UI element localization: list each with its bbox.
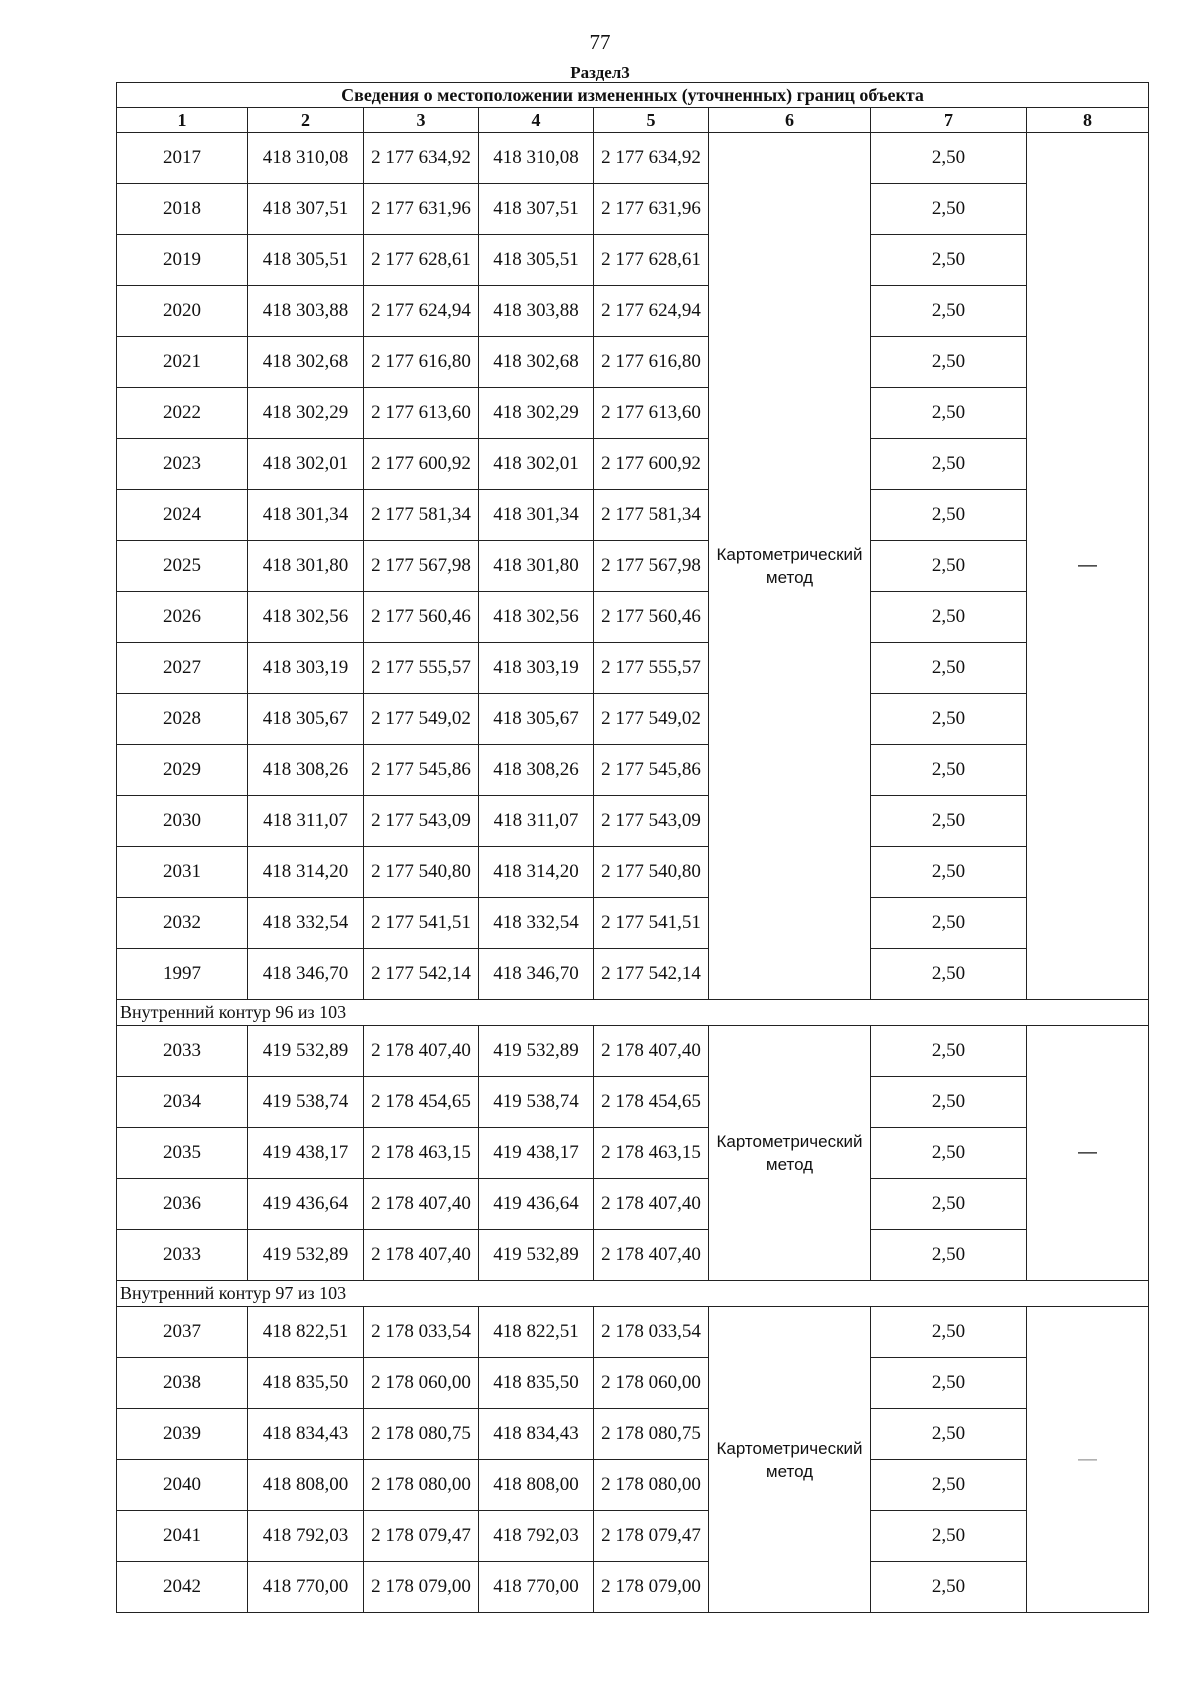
- point-number-cell: 2023: [117, 439, 248, 490]
- y-old-cell: 2 178 080,75: [364, 1409, 479, 1460]
- column-header: 4: [479, 108, 594, 133]
- y-old-cell: 2 177 581,34: [364, 490, 479, 541]
- point-number-cell: 2034: [117, 1077, 248, 1128]
- x-old-cell: 418 332,54: [248, 898, 364, 949]
- y-new-cell: 2 178 060,00: [594, 1358, 709, 1409]
- point-number-cell: 2030: [117, 796, 248, 847]
- x-new-cell: 418 303,88: [479, 286, 594, 337]
- y-new-cell: 2 177 634,92: [594, 133, 709, 184]
- x-old-cell: 418 307,51: [248, 184, 364, 235]
- point-number-cell: 2022: [117, 388, 248, 439]
- section-title: Раздел3: [570, 63, 630, 82]
- method-cell: Картометрический метод: [709, 1307, 871, 1613]
- precision-cell: 2,50: [871, 847, 1027, 898]
- x-old-cell: 418 346,70: [248, 949, 364, 1000]
- precision-cell: 2,50: [871, 949, 1027, 1000]
- table-row: [117, 439, 1149, 490]
- x-old-cell: 418 310,08: [248, 133, 364, 184]
- table-row: [117, 541, 1149, 592]
- x-new-cell: 419 436,64: [479, 1179, 594, 1230]
- x-old-cell: 418 308,26: [248, 745, 364, 796]
- precision-cell: 2,50: [871, 184, 1027, 235]
- x-old-cell: 419 532,89: [248, 1230, 364, 1281]
- x-new-cell: 418 314,20: [479, 847, 594, 898]
- table-row: [117, 745, 1149, 796]
- x-old-cell: 418 305,67: [248, 694, 364, 745]
- y-new-cell: 2 177 631,96: [594, 184, 709, 235]
- table-row: [117, 1179, 1149, 1230]
- note-cell: —: [1027, 1026, 1149, 1281]
- y-old-cell: 2 177 600,92: [364, 439, 479, 490]
- x-old-cell: 418 305,51: [248, 235, 364, 286]
- precision-cell: 2,50: [871, 388, 1027, 439]
- table-row: [117, 235, 1149, 286]
- table-row: [117, 1230, 1149, 1281]
- y-old-cell: 2 178 407,40: [364, 1230, 479, 1281]
- point-number-cell: 2026: [117, 592, 248, 643]
- point-number-cell: 2033: [117, 1230, 248, 1281]
- x-new-cell: 418 792,03: [479, 1511, 594, 1562]
- x-new-cell: 418 834,43: [479, 1409, 594, 1460]
- table-row: [117, 1358, 1149, 1409]
- precision-cell: 2,50: [871, 1128, 1027, 1179]
- x-new-cell: 418 302,01: [479, 439, 594, 490]
- x-old-cell: 418 301,34: [248, 490, 364, 541]
- y-old-cell: 2 177 549,02: [364, 694, 479, 745]
- y-old-cell: 2 177 634,92: [364, 133, 479, 184]
- precision-cell: 2,50: [871, 1409, 1027, 1460]
- y-new-cell: 2 178 033,54: [594, 1307, 709, 1358]
- column-header: 5: [594, 108, 709, 133]
- contour-label: Внутренний контур 97 из 103: [117, 1281, 1149, 1307]
- y-new-cell: 2 177 628,61: [594, 235, 709, 286]
- y-new-cell: 2 177 560,46: [594, 592, 709, 643]
- x-old-cell: 418 303,19: [248, 643, 364, 694]
- x-new-cell: 418 301,80: [479, 541, 594, 592]
- precision-cell: 2,50: [871, 1307, 1027, 1358]
- precision-cell: 2,50: [871, 745, 1027, 796]
- x-new-cell: 418 303,19: [479, 643, 594, 694]
- y-old-cell: 2 178 060,00: [364, 1358, 479, 1409]
- y-old-cell: 2 178 463,15: [364, 1128, 479, 1179]
- precision-cell: 2,50: [871, 541, 1027, 592]
- table-row: [117, 133, 1149, 184]
- x-new-cell: 419 532,89: [479, 1026, 594, 1077]
- y-new-cell: 2 178 407,40: [594, 1026, 709, 1077]
- x-old-cell: 418 835,50: [248, 1358, 364, 1409]
- x-old-cell: 418 808,00: [248, 1460, 364, 1511]
- table-row: [117, 949, 1149, 1000]
- point-number-cell: 2024: [117, 490, 248, 541]
- x-new-cell: 418 302,29: [479, 388, 594, 439]
- precision-cell: 2,50: [871, 337, 1027, 388]
- table-row: [117, 490, 1149, 541]
- y-old-cell: 2 178 454,65: [364, 1077, 479, 1128]
- y-new-cell: 2 178 079,47: [594, 1511, 709, 1562]
- table-row: [117, 1128, 1149, 1179]
- table-row: [117, 898, 1149, 949]
- point-number-cell: 2036: [117, 1179, 248, 1230]
- x-old-cell: 418 302,56: [248, 592, 364, 643]
- table-caption-row: [117, 83, 1149, 108]
- contour-row: [117, 1281, 1149, 1307]
- x-old-cell: 418 301,80: [248, 541, 364, 592]
- table-row: [117, 643, 1149, 694]
- point-number-cell: 2032: [117, 898, 248, 949]
- y-old-cell: 2 177 616,80: [364, 337, 479, 388]
- contour-label: Внутренний контур 96 из 103: [117, 1000, 1149, 1026]
- x-new-cell: 418 302,56: [479, 592, 594, 643]
- precision-cell: 2,50: [871, 1460, 1027, 1511]
- point-number-cell: 2019: [117, 235, 248, 286]
- y-new-cell: 2 177 567,98: [594, 541, 709, 592]
- table-row: [117, 1511, 1149, 1562]
- page-number: 77: [589, 30, 611, 54]
- x-new-cell: 419 438,17: [479, 1128, 594, 1179]
- x-new-cell: 418 346,70: [479, 949, 594, 1000]
- point-number-cell: 2028: [117, 694, 248, 745]
- y-old-cell: 2 178 407,40: [364, 1026, 479, 1077]
- table-row: [117, 796, 1149, 847]
- point-number-cell: 2031: [117, 847, 248, 898]
- precision-cell: 2,50: [871, 235, 1027, 286]
- y-old-cell: 2 177 540,80: [364, 847, 479, 898]
- y-new-cell: 2 178 080,00: [594, 1460, 709, 1511]
- x-old-cell: 418 822,51: [248, 1307, 364, 1358]
- table-row: [117, 1307, 1149, 1358]
- y-old-cell: 2 178 080,00: [364, 1460, 479, 1511]
- y-old-cell: 2 177 624,94: [364, 286, 479, 337]
- x-new-cell: 418 310,08: [479, 133, 594, 184]
- y-new-cell: 2 177 624,94: [594, 286, 709, 337]
- point-number-cell: 1997: [117, 949, 248, 1000]
- point-number-cell: 2038: [117, 1358, 248, 1409]
- x-old-cell: 418 302,68: [248, 337, 364, 388]
- y-new-cell: 2 178 454,65: [594, 1077, 709, 1128]
- y-old-cell: 2 177 555,57: [364, 643, 479, 694]
- precision-cell: 2,50: [871, 286, 1027, 337]
- method-cell: Картометрический метод: [709, 1026, 871, 1281]
- x-new-cell: 418 808,00: [479, 1460, 594, 1511]
- y-old-cell: 2 178 033,54: [364, 1307, 479, 1358]
- y-new-cell: 2 177 549,02: [594, 694, 709, 745]
- x-old-cell: 418 311,07: [248, 796, 364, 847]
- table-row: [117, 286, 1149, 337]
- y-old-cell: 2 177 613,60: [364, 388, 479, 439]
- x-old-cell: 418 792,03: [248, 1511, 364, 1562]
- precision-cell: 2,50: [871, 1230, 1027, 1281]
- point-number-cell: 2020: [117, 286, 248, 337]
- x-new-cell: 418 308,26: [479, 745, 594, 796]
- x-old-cell: 419 436,64: [248, 1179, 364, 1230]
- x-new-cell: 418 305,67: [479, 694, 594, 745]
- table-caption: Сведения о местоположении измененных (уточненных) границ объекта: [117, 83, 1149, 108]
- point-number-cell: 2041: [117, 1511, 248, 1562]
- y-new-cell: 2 177 542,14: [594, 949, 709, 1000]
- y-new-cell: 2 178 407,40: [594, 1179, 709, 1230]
- table-row: [117, 592, 1149, 643]
- table-row: [117, 1077, 1149, 1128]
- y-old-cell: 2 177 542,14: [364, 949, 479, 1000]
- x-old-cell: 418 303,88: [248, 286, 364, 337]
- x-new-cell: 418 301,34: [479, 490, 594, 541]
- column-header: 6: [709, 108, 871, 133]
- y-new-cell: 2 177 555,57: [594, 643, 709, 694]
- y-old-cell: 2 177 545,86: [364, 745, 479, 796]
- precision-cell: 2,50: [871, 490, 1027, 541]
- y-new-cell: 2 177 613,60: [594, 388, 709, 439]
- x-new-cell: 418 305,51: [479, 235, 594, 286]
- table-row: [117, 694, 1149, 745]
- y-new-cell: 2 177 541,51: [594, 898, 709, 949]
- point-number-cell: 2018: [117, 184, 248, 235]
- point-number-cell: 2017: [117, 133, 248, 184]
- point-number-cell: 2035: [117, 1128, 248, 1179]
- column-header: 7: [871, 108, 1027, 133]
- x-new-cell: 418 332,54: [479, 898, 594, 949]
- x-old-cell: 419 438,17: [248, 1128, 364, 1179]
- y-new-cell: 2 177 540,80: [594, 847, 709, 898]
- x-old-cell: 418 302,01: [248, 439, 364, 490]
- x-new-cell: 418 307,51: [479, 184, 594, 235]
- coordinates-table: [116, 82, 1149, 1613]
- y-new-cell: 2 177 600,92: [594, 439, 709, 490]
- table-header-row: [117, 108, 1149, 133]
- y-new-cell: 2 177 543,09: [594, 796, 709, 847]
- precision-cell: 2,50: [871, 1358, 1027, 1409]
- x-old-cell: 418 302,29: [248, 388, 364, 439]
- point-number-cell: 2042: [117, 1562, 248, 1613]
- table-row: [117, 1562, 1149, 1613]
- x-new-cell: 418 770,00: [479, 1562, 594, 1613]
- y-old-cell: 2 177 541,51: [364, 898, 479, 949]
- precision-cell: 2,50: [871, 643, 1027, 694]
- method-cell: Картометрический метод: [709, 133, 871, 1000]
- precision-cell: 2,50: [871, 1511, 1027, 1562]
- point-number-cell: 2021: [117, 337, 248, 388]
- x-old-cell: 419 538,74: [248, 1077, 364, 1128]
- y-old-cell: 2 178 079,00: [364, 1562, 479, 1613]
- precision-cell: 2,50: [871, 1077, 1027, 1128]
- x-old-cell: 418 314,20: [248, 847, 364, 898]
- point-number-cell: 2039: [117, 1409, 248, 1460]
- table-row: [117, 1409, 1149, 1460]
- x-new-cell: 418 311,07: [479, 796, 594, 847]
- x-new-cell: 418 835,50: [479, 1358, 594, 1409]
- y-old-cell: 2 177 560,46: [364, 592, 479, 643]
- precision-cell: 2,50: [871, 796, 1027, 847]
- table-row: [117, 388, 1149, 439]
- precision-cell: 2,50: [871, 694, 1027, 745]
- contour-row: [117, 1000, 1149, 1026]
- precision-cell: 2,50: [871, 1179, 1027, 1230]
- table-row: [117, 847, 1149, 898]
- precision-cell: 2,50: [871, 439, 1027, 490]
- x-new-cell: 419 538,74: [479, 1077, 594, 1128]
- precision-cell: 2,50: [871, 1562, 1027, 1613]
- point-number-cell: 2040: [117, 1460, 248, 1511]
- y-new-cell: 2 177 545,86: [594, 745, 709, 796]
- y-new-cell: 2 177 616,80: [594, 337, 709, 388]
- y-new-cell: 2 178 407,40: [594, 1230, 709, 1281]
- y-new-cell: 2 178 463,15: [594, 1128, 709, 1179]
- x-old-cell: 418 834,43: [248, 1409, 364, 1460]
- y-new-cell: 2 177 581,34: [594, 490, 709, 541]
- y-old-cell: 2 178 407,40: [364, 1179, 479, 1230]
- column-header: 1: [117, 108, 248, 133]
- y-old-cell: 2 178 079,47: [364, 1511, 479, 1562]
- x-new-cell: 419 532,89: [479, 1230, 594, 1281]
- point-number-cell: 2037: [117, 1307, 248, 1358]
- column-header: 8: [1027, 108, 1149, 133]
- precision-cell: 2,50: [871, 592, 1027, 643]
- point-number-cell: 2025: [117, 541, 248, 592]
- point-number-cell: 2029: [117, 745, 248, 796]
- x-old-cell: 418 770,00: [248, 1562, 364, 1613]
- point-number-cell: 2027: [117, 643, 248, 694]
- note-cell: —: [1027, 1307, 1149, 1613]
- x-new-cell: 418 302,68: [479, 337, 594, 388]
- y-old-cell: 2 177 543,09: [364, 796, 479, 847]
- y-old-cell: 2 177 628,61: [364, 235, 479, 286]
- y-old-cell: 2 177 567,98: [364, 541, 479, 592]
- y-new-cell: 2 178 079,00: [594, 1562, 709, 1613]
- x-old-cell: 419 532,89: [248, 1026, 364, 1077]
- column-header: 3: [364, 108, 479, 133]
- table-row: [117, 337, 1149, 388]
- y-old-cell: 2 177 631,96: [364, 184, 479, 235]
- y-new-cell: 2 178 080,75: [594, 1409, 709, 1460]
- point-number-cell: 2033: [117, 1026, 248, 1077]
- precision-cell: 2,50: [871, 898, 1027, 949]
- column-header: 2: [248, 108, 364, 133]
- table-row: [117, 1026, 1149, 1077]
- table-row: [117, 184, 1149, 235]
- note-cell: —: [1027, 133, 1149, 1000]
- precision-cell: 2,50: [871, 133, 1027, 184]
- x-new-cell: 418 822,51: [479, 1307, 594, 1358]
- precision-cell: 2,50: [871, 1026, 1027, 1077]
- table-row: [117, 1460, 1149, 1511]
